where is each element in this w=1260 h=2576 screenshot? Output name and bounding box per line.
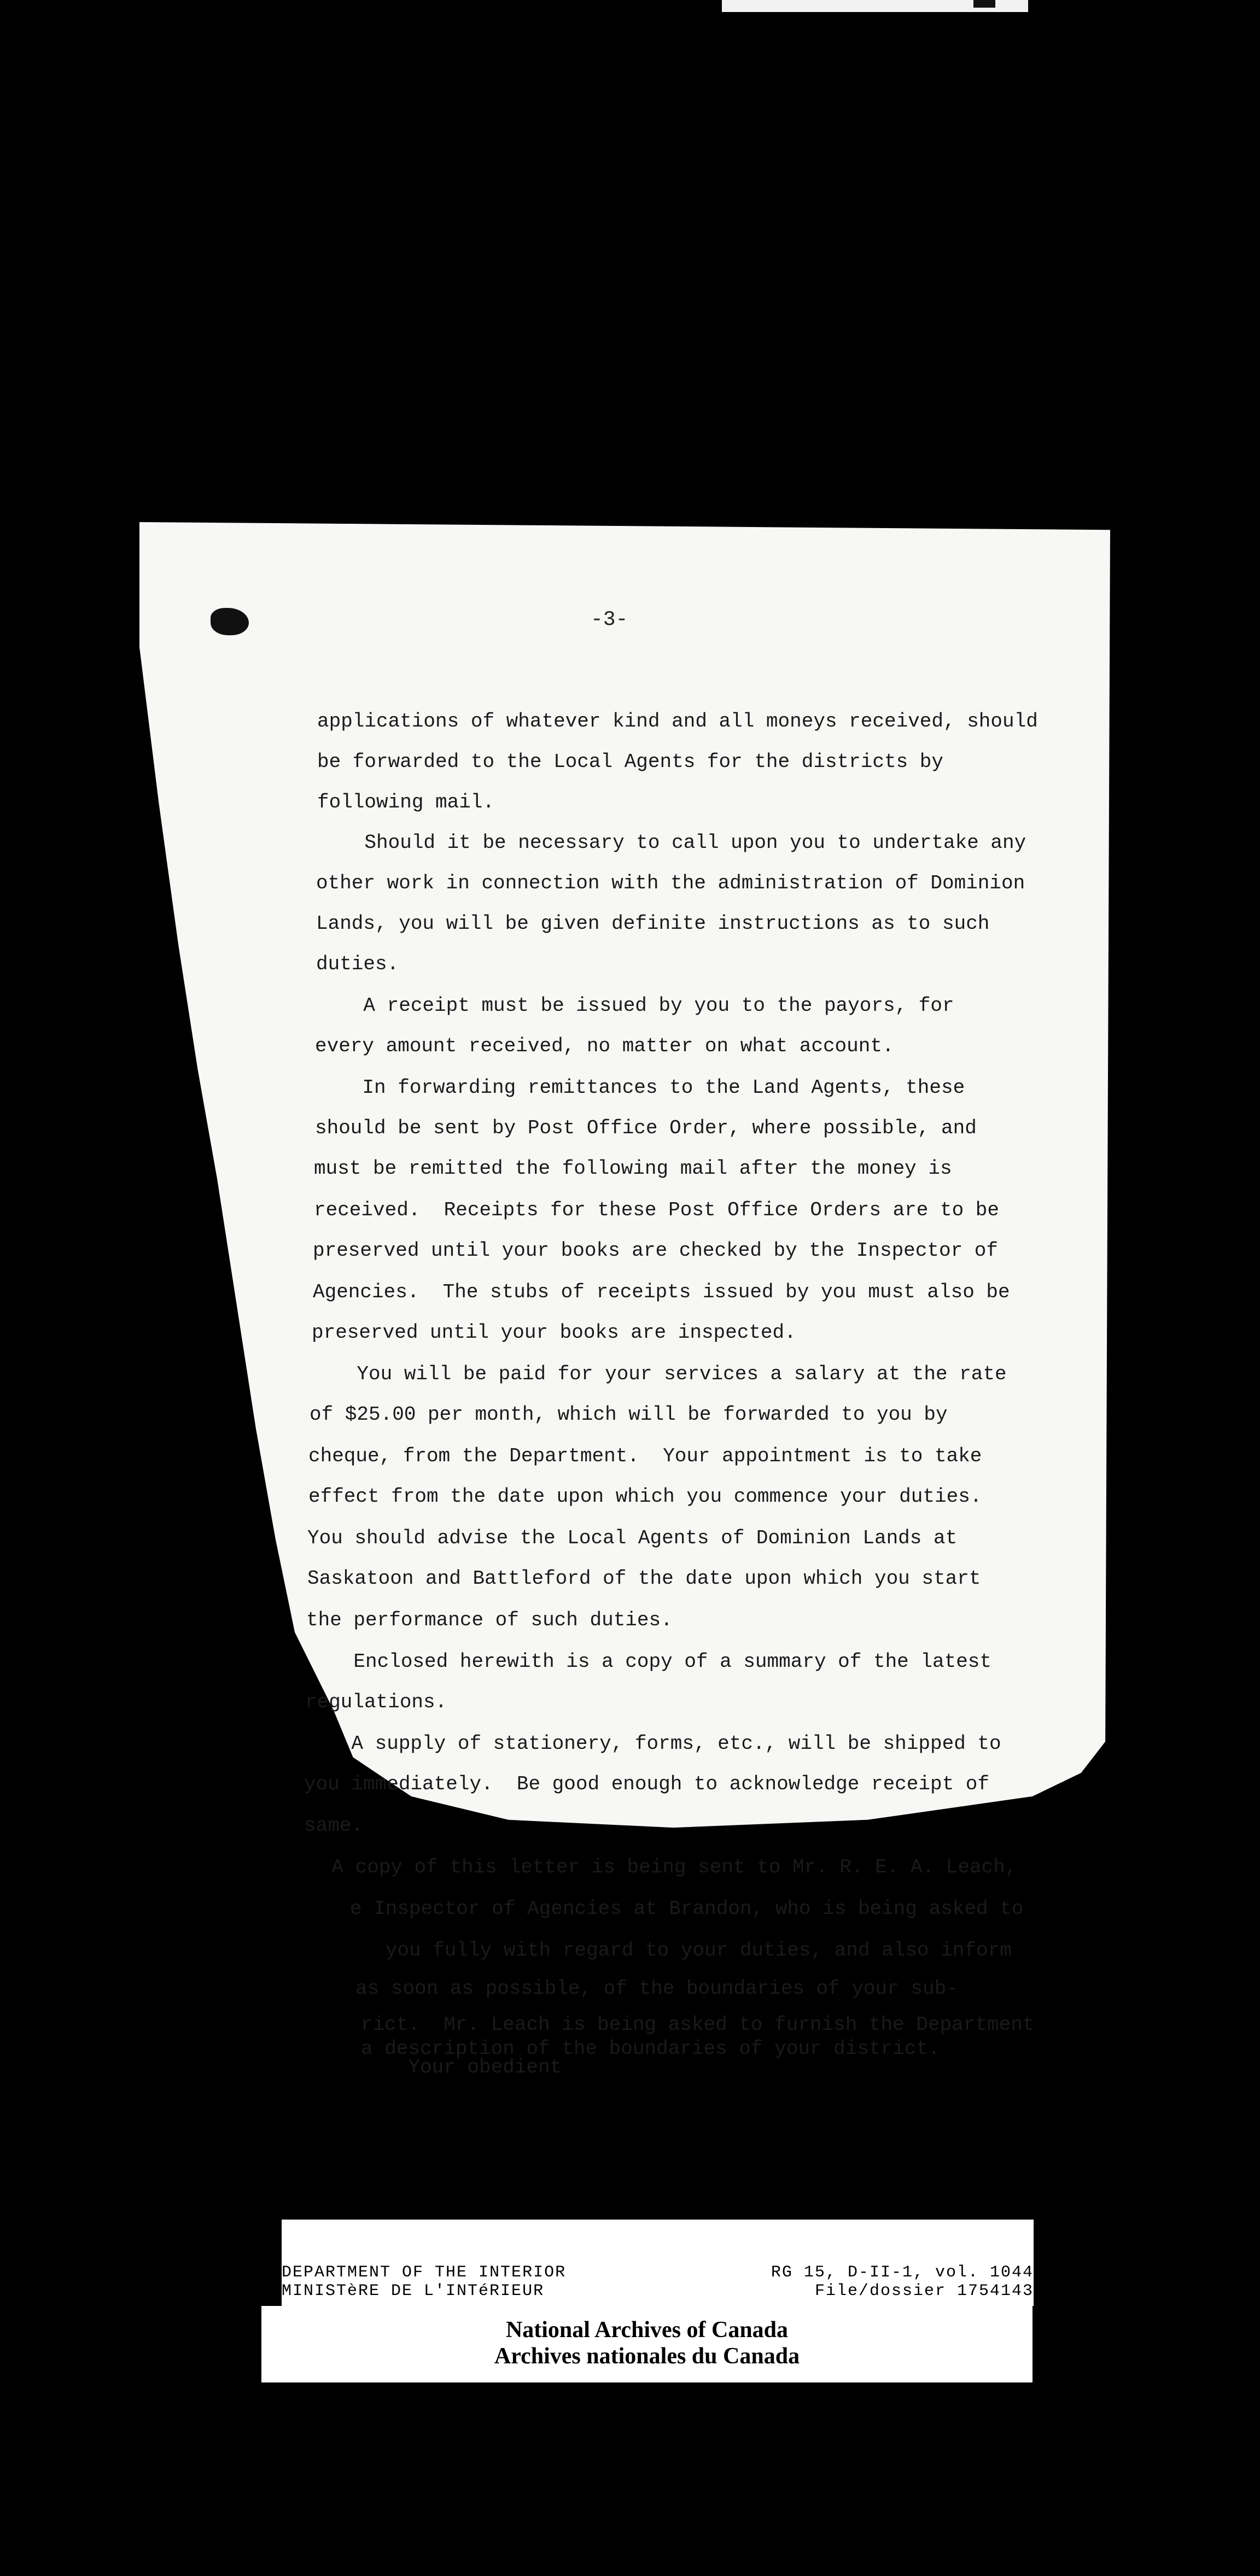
file-number: File/dossier 1754143 — [814, 2282, 1034, 2300]
archives-name-en: National Archives of Canada — [505, 2317, 789, 2343]
body-line: duties. — [316, 953, 399, 975]
department-label — [282, 2263, 566, 2300]
top-paper-strip — [722, 0, 1028, 12]
department-en: DEPARTMENT OF THE INTERIOR — [282, 2263, 567, 2282]
archive-label — [282, 2220, 1034, 2306]
body-line: same. — [304, 1814, 364, 1837]
body-line: Agencies. The stubs of receipts issued by you must also be — [313, 1281, 1010, 1303]
body-line: a description of the boundaries of your district. — [361, 2038, 940, 2060]
body-line: be forwarded to the Local Agents for the districts by — [317, 751, 943, 773]
body-line: you fully with regard to your duties, and also inform — [350, 1939, 1012, 1962]
reference-label — [771, 2263, 1034, 2300]
body-line: you immediately. Be good enough to acknowledge receipt of — [304, 1773, 990, 1795]
body-line: as soon as possible, of the boundaries of your sub- — [355, 1977, 958, 2000]
body-line: You should advise the Local Agents of Dominion Lands at — [307, 1527, 958, 1549]
body-line: every amount received, no matter on what account. — [315, 1035, 894, 1057]
body-line: A receipt must be issued by you to the payors, for — [316, 994, 954, 1017]
body-line: rict. Mr. Leach is being asked to furnish the Department — [361, 2013, 1035, 2036]
ink-blot — [211, 608, 249, 635]
body-line: Enclosed herewith is a copy of a summary of the latest — [306, 1650, 992, 1673]
archives-banner — [261, 2306, 1032, 2382]
body-line: Lands, you will be given definite instructions as to such — [316, 912, 990, 935]
body-line: must be remitted the following mail after the money is — [314, 1157, 952, 1180]
body-line: following mail. — [317, 791, 495, 813]
body-line: received. Receipts for these Post Office Orders are to be — [314, 1199, 1000, 1221]
body-line: A supply of stationery, forms, etc., will be shipped to — [304, 1732, 1001, 1755]
archives-name-fr: Archives nationales du Canada — [494, 2344, 800, 2369]
body-line: You will be paid for your services a salary at the rate — [310, 1363, 1007, 1385]
body-line: Saskatoon and Battleford of the date upon which you start — [307, 1567, 981, 1590]
department-fr: MINISTèRE DE L'INTéRIEUR — [282, 2282, 545, 2300]
body-line: preserved until your books are checked by the Inspector of — [313, 1239, 999, 1262]
reference-number: RG 15, D-II-1, vol. 1044 — [771, 2263, 1034, 2282]
body-line: applications of whatever kind and all moneys received, should — [317, 710, 1038, 733]
body-line: other work in connection with the administration of Dominion — [316, 872, 1025, 894]
body-line: Should it be necessary to call upon you to undertake any — [317, 832, 1026, 854]
body-line: e Inspector of Agencies at Brandon, who is being asked to — [350, 1898, 1024, 1920]
page-number: -3- — [591, 608, 628, 631]
body-line: the performance of such duties. — [306, 1609, 673, 1631]
body-line: In forwarding remittances to the Land Agents, these — [315, 1076, 965, 1099]
body-line: effect from the date upon which you commence your duties. — [308, 1485, 982, 1508]
body-line: Your obedient — [361, 2056, 562, 2079]
body-line: cheque, from the Department. Your appointment is to take — [308, 1445, 982, 1467]
body-line: regulations. — [305, 1691, 447, 1713]
body-line: A copy of this letter is being sent to Mr. R. E. A. Leach, — [284, 1856, 1017, 1878]
body-line: of $25.00 per month, which will be forwarded to you by — [310, 1403, 948, 1426]
body-line: should be sent by Post Office Order, where possible, and — [315, 1117, 977, 1139]
body-line: preserved until your books are inspected. — [312, 1321, 796, 1344]
